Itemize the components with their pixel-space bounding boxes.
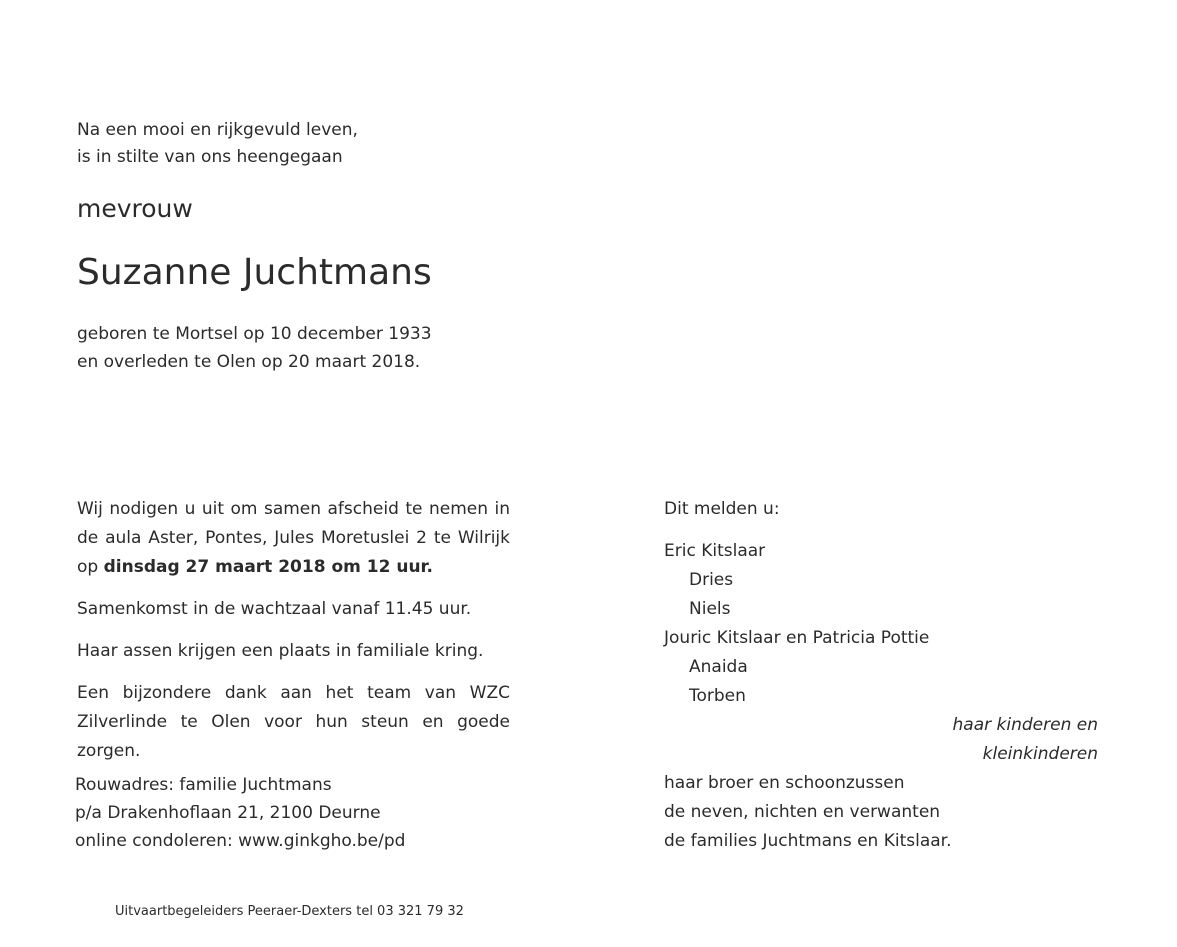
family-member: Torben [689, 686, 746, 706]
other-relatives: haar broer en schoonzussen [664, 773, 905, 793]
intro-line: is in stilte van ons heengegaan [77, 147, 343, 167]
invitation-text: Wij nodigen u uit om samen afscheid te nemen in de aula Aster, Pontes, Jules Moretuslei 2 te Wilrijk op [77, 499, 510, 577]
family-member: Niels [689, 599, 731, 619]
announcers-heading: Dit melden u: [664, 499, 780, 519]
family-member: Eric Kitslaar [664, 541, 766, 561]
relation-label: kleinkinderen [982, 744, 1098, 764]
birth-line: geboren te Mortsel op 10 december 1933 [77, 324, 432, 344]
address-line: p/a Drakenhoflaan 21, 2100 Deurne [75, 803, 381, 823]
deceased-name: Suzanne Juchtmans [77, 252, 432, 293]
invitation-paragraph [77, 495, 510, 582]
family-member: Dries [689, 570, 734, 590]
gathering-text: Samenkomst in de wachtzaal vanaf 11.45 uur. [77, 599, 472, 619]
other-relatives: de neven, nichten en verwanten [664, 802, 941, 822]
birth-death-dates [77, 320, 432, 376]
intro-text [77, 117, 358, 171]
family-member: Jouric Kitslaar en Patricia Pottie [664, 628, 930, 648]
invitation-block [77, 495, 510, 766]
family-member: Anaida [689, 657, 748, 677]
address-line: Rouwadres: familie Juchtmans [75, 775, 332, 795]
condolence-line: online condoleren: www.ginkgho.be/pd [75, 831, 406, 851]
funeral-date: dinsdag 27 maart 2018 om 12 uur. [103, 557, 433, 577]
announcers-block [664, 495, 1098, 856]
mourning-address [75, 771, 405, 855]
thanks-text: Een bijzondere dank aan het team van WZC Zilverlinde te Olen voor hun steun en goede zorgen. [77, 683, 510, 761]
ashes-text: Haar assen krijgen een plaats in familiale kring. [77, 641, 484, 661]
death-line: en overleden te Olen op 20 maart 2018. [77, 352, 421, 372]
honorific-title: mevrouw [77, 194, 193, 223]
relation-label: haar kinderen en [952, 715, 1098, 735]
intro-line: Na een mooi en rijkgevuld leven, [77, 120, 358, 140]
other-relatives: de families Juchtmans en Kitslaar. [664, 831, 952, 851]
funeral-director-footer: Uitvaartbegeleiders Peeraer-Dexters tel 03 321 79 32 [115, 904, 464, 919]
